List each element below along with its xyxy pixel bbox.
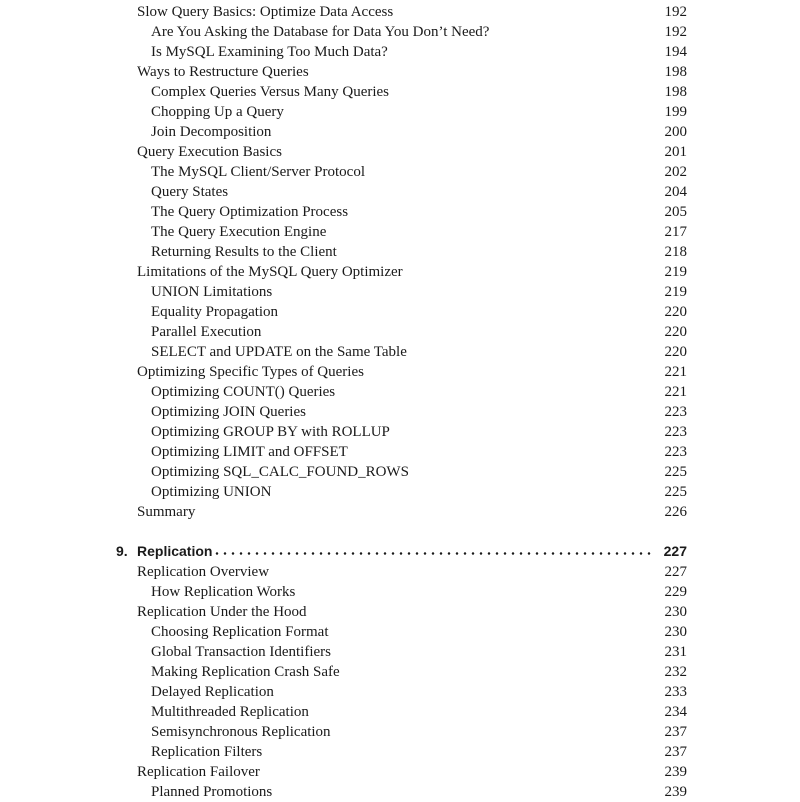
- toc-entry-page-number: 229: [664, 584, 687, 600]
- toc-entry-title: The Query Execution Engine: [151, 224, 327, 240]
- toc-entry-page-number: 237: [664, 744, 687, 760]
- toc-section-entry[interactable]: [0, 62, 800, 82]
- toc-entry-page-number: 230: [664, 604, 687, 620]
- toc-entry-title: Query Execution Basics: [137, 144, 282, 160]
- toc-subsection-entry[interactable]: [0, 382, 800, 402]
- toc-subsection-entry[interactable]: [0, 702, 800, 722]
- toc-subsection-entry[interactable]: [0, 682, 800, 702]
- toc-entry-page-number: 219: [664, 284, 687, 300]
- chapter-title: Replication: [137, 543, 213, 559]
- toc-entry-page-number: 220: [664, 344, 687, 360]
- toc-entry-page-number: 217: [664, 224, 687, 240]
- toc-entry-title: Choosing Replication Format: [151, 624, 329, 640]
- toc-subsection-entry[interactable]: [0, 322, 800, 342]
- toc-entry-page-number: 192: [664, 4, 687, 20]
- toc-entry-title: Optimizing GROUP BY with ROLLUP: [151, 424, 390, 440]
- toc-entry-title: How Replication Works: [151, 584, 296, 600]
- toc-entry-page-number: 201: [664, 144, 687, 160]
- toc-entry-page-number: 220: [664, 324, 687, 340]
- toc-subsection-entry[interactable]: [0, 482, 800, 502]
- toc-entry-title: Returning Results to the Client: [151, 244, 337, 260]
- toc-subsection-entry[interactable]: [0, 202, 800, 222]
- toc-entry-page-number: 221: [664, 364, 687, 380]
- toc-entry-title: Replication Filters: [151, 744, 263, 760]
- toc-entry-title: Slow Query Basics: Optimize Data Access: [137, 4, 394, 20]
- toc-subsection-entry[interactable]: [0, 622, 800, 642]
- toc-subsection-entry[interactable]: [0, 82, 800, 102]
- toc-section-entry[interactable]: [0, 262, 800, 282]
- toc-entry-title: Are You Asking the Database for Data You Don’t Need?: [151, 24, 490, 40]
- toc-section-entry[interactable]: [0, 602, 800, 622]
- toc-entry-page-number: 205: [664, 204, 687, 220]
- toc-entry-page-number: 223: [664, 424, 687, 440]
- toc-section-entry[interactable]: [0, 362, 800, 382]
- toc-entry-page-number: 223: [664, 444, 687, 460]
- toc-entry-title: Optimizing Specific Types of Queries: [137, 364, 364, 380]
- toc-subsection-entry[interactable]: [0, 462, 800, 482]
- toc-entry-page-number: 227: [664, 564, 687, 580]
- toc-section-entry[interactable]: [0, 762, 800, 782]
- toc-entry-page-number: 239: [664, 784, 687, 800]
- toc-section-entry[interactable]: [0, 562, 800, 582]
- toc-entry-title: Global Transaction Identifiers: [151, 644, 331, 660]
- toc-subsection-entry[interactable]: [0, 102, 800, 122]
- toc-subsection-entry[interactable]: [0, 662, 800, 682]
- toc-subsection-entry[interactable]: [0, 242, 800, 262]
- toc-entry-title: Query States: [151, 184, 229, 200]
- toc-subsection-entry[interactable]: [0, 122, 800, 142]
- toc-subsection-entry[interactable]: [0, 282, 800, 302]
- toc-entry-title: Complex Queries Versus Many Queries: [151, 84, 390, 100]
- toc-entry-title: Replication Failover: [137, 764, 260, 780]
- toc-entry-title: Chopping Up a Query: [151, 104, 284, 120]
- toc-subsection-entry[interactable]: [0, 182, 800, 202]
- toc-entry-title: Limitations of the MySQL Query Optimizer: [137, 264, 403, 280]
- toc-entry-page-number: 202: [664, 164, 687, 180]
- toc-entry-title: Optimizing LIMIT and OFFSET: [151, 444, 348, 460]
- chapter-number: 9.: [116, 543, 128, 559]
- toc-entry-page-number: 237: [664, 724, 687, 740]
- toc-entry-page-number: 225: [664, 484, 687, 500]
- toc-subsection-entry[interactable]: [0, 422, 800, 442]
- toc-entry-page-number: 234: [664, 704, 687, 720]
- toc-entry-title: Summary: [137, 504, 196, 520]
- toc-entry-page-number: 226: [664, 504, 687, 520]
- toc-entry-page-number: 218: [664, 244, 687, 260]
- toc-subsection-entry[interactable]: [0, 722, 800, 742]
- toc-entry-page-number: 219: [664, 264, 687, 280]
- toc-entry-title: SELECT and UPDATE on the Same Table: [151, 344, 407, 360]
- toc-subsection-entry[interactable]: [0, 22, 800, 42]
- toc-subsection-entry[interactable]: [0, 442, 800, 462]
- toc-entry-page-number: 231: [664, 644, 687, 660]
- chapter-page-number: 227: [663, 543, 687, 559]
- toc-section-entry[interactable]: [0, 2, 800, 22]
- toc-subsection-entry[interactable]: [0, 642, 800, 662]
- toc-subsection-entry[interactable]: [0, 342, 800, 362]
- toc-subsection-entry[interactable]: [0, 402, 800, 422]
- toc-entry-page-number: 200: [664, 124, 687, 140]
- toc-subsection-entry[interactable]: [0, 302, 800, 322]
- toc-entry-page-number: 232: [664, 664, 687, 680]
- toc-entry-title: Delayed Replication: [151, 684, 274, 700]
- toc-entry-page-number: 194: [664, 44, 687, 60]
- toc-section-entry[interactable]: [0, 142, 800, 162]
- toc-entry-title: Parallel Execution: [151, 324, 262, 340]
- toc-entry-title: The Query Optimization Process: [151, 204, 349, 220]
- toc-entry-title: Is MySQL Examining Too Much Data?: [151, 44, 388, 60]
- toc-subsection-entry[interactable]: [0, 742, 800, 762]
- toc-entry-title: Join Decomposition: [151, 124, 272, 140]
- toc-subsection-entry[interactable]: [0, 222, 800, 242]
- toc-entry-title: Optimizing COUNT() Queries: [151, 384, 336, 400]
- toc-section-entry[interactable]: [0, 502, 800, 522]
- toc-entry-page-number: 225: [664, 464, 687, 480]
- toc-entry-page-number: 198: [664, 84, 687, 100]
- toc-subsection-entry[interactable]: [0, 42, 800, 62]
- toc-entry-page-number: 199: [664, 104, 687, 120]
- toc-entry-title: Semisynchronous Replication: [151, 724, 331, 740]
- chapter-heading[interactable]: [0, 540, 800, 562]
- dot-leader: [213, 552, 655, 555]
- toc-entry-title: Optimizing SQL_CALC_FOUND_ROWS: [151, 464, 409, 480]
- toc-entry-title: Optimizing UNION: [151, 484, 272, 500]
- toc-entry-title: Multithreaded Replication: [151, 704, 309, 720]
- toc-entry-page-number: 220: [664, 304, 687, 320]
- toc-entry-page-number: 192: [664, 24, 687, 40]
- toc-entry-page-number: 221: [664, 384, 687, 400]
- toc-entry-title: Replication Under the Hood: [137, 604, 307, 620]
- toc-subsection-entry[interactable]: [0, 782, 800, 802]
- toc-entry-title: Equality Propagation: [151, 304, 279, 320]
- toc-entry-title: The MySQL Client/Server Protocol: [151, 164, 365, 180]
- toc-subsection-entry[interactable]: [0, 162, 800, 182]
- toc-entry-page-number: 239: [664, 764, 687, 780]
- toc-entry-title: Planned Promotions: [151, 784, 273, 800]
- toc-entry-page-number: 233: [664, 684, 687, 700]
- toc-entry-title: UNION Limitations: [151, 284, 273, 300]
- toc-entry-title: Replication Overview: [137, 564, 270, 580]
- toc-entry-page-number: 230: [664, 624, 687, 640]
- toc-entry-page-number: 223: [664, 404, 687, 420]
- toc-entry-title: Making Replication Crash Safe: [151, 664, 340, 680]
- toc-entry-title: Ways to Restructure Queries: [137, 64, 309, 80]
- toc-entry-title: Optimizing JOIN Queries: [151, 404, 306, 420]
- toc-entry-page-number: 198: [664, 64, 687, 80]
- toc-subsection-entry[interactable]: [0, 582, 800, 602]
- toc-entry-page-number: 204: [664, 184, 687, 200]
